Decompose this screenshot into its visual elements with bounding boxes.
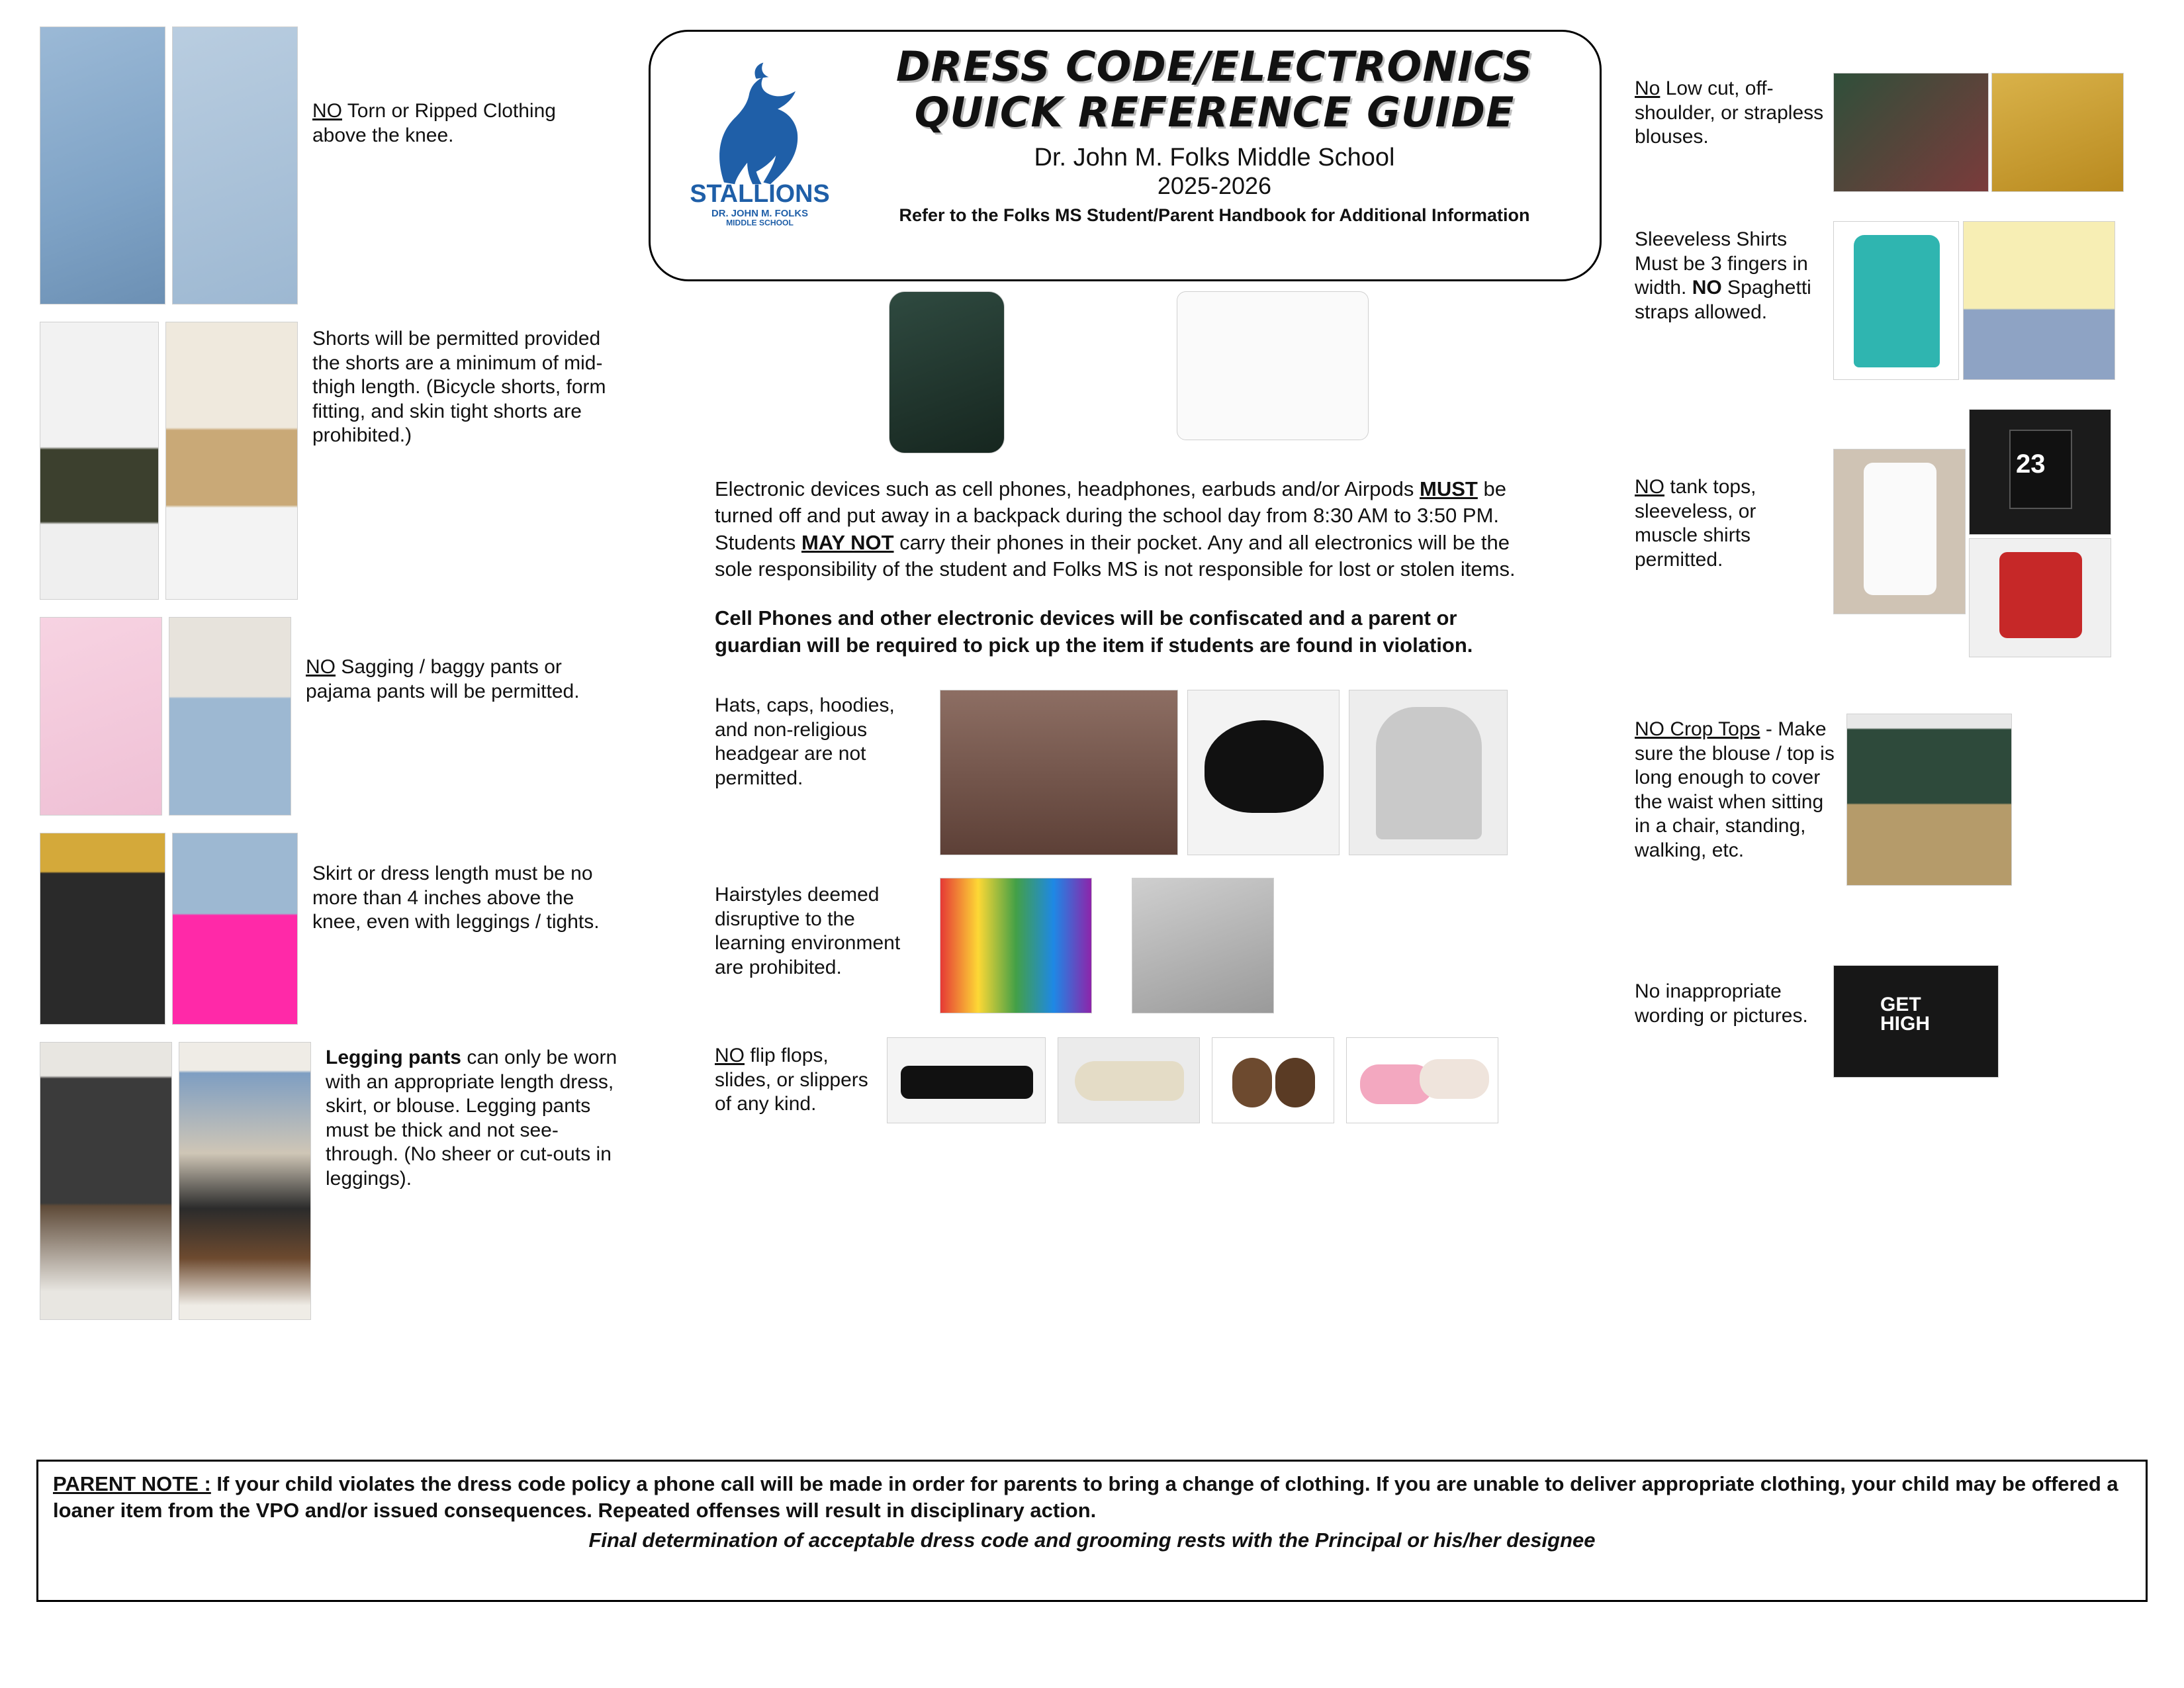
rule-images — [1846, 714, 2012, 886]
svg-text:STALLIONS: STALLIONS — [690, 180, 830, 209]
rule-prefix2: NO — [1692, 277, 1722, 299]
ripped-boyfriend-jeans-photo — [172, 26, 298, 305]
rainbow-mohawk-photo — [940, 878, 1092, 1013]
rule-images — [40, 833, 298, 1025]
rule-inappropriate-wording — [1635, 965, 2158, 1078]
rule-images — [40, 1042, 311, 1320]
right-column — [1635, 73, 2158, 1094]
ripped-skinny-jeans-photo — [40, 26, 165, 305]
short-skirt-pink-tights-photo — [172, 833, 298, 1025]
rule-text: Low cut, off-shoulder, or strapless blouses. — [1635, 77, 1824, 148]
mustard-wrap-top-photo — [1991, 73, 2124, 192]
electronics-images — [715, 291, 1542, 453]
footwear-prefix: NO — [715, 1045, 745, 1066]
red-muscle-shirt-photo — [1969, 538, 2111, 657]
headgear-text: Hats, caps, hoodies, and non-religious headgear are not permitted. — [715, 694, 895, 789]
final-determination-text: Final determination of acceptable dress code and grooming rests with the Principal or his/her designee — [588, 1528, 1596, 1552]
rule-headgear — [715, 690, 1542, 855]
rule-text: can only be worn with an appropriate length dress, skirt, or blouse. Legging pants must be thick and not see-through. (No sheer or cut-outs in leggings). — [326, 1047, 617, 1190]
rule-legging-pants — [40, 1042, 675, 1320]
stallions-logo — [670, 48, 849, 227]
rule-sleeveless-shirts — [1635, 221, 2158, 380]
rule-footwear — [715, 1037, 1542, 1123]
carved-hair-design-photo — [1132, 878, 1274, 1013]
parent-note-label: PARENT NOTE : — [53, 1472, 211, 1495]
svg-text:DR. JOHN M. FOLKS: DR. JOHN M. FOLKS — [711, 208, 808, 219]
rule-images — [40, 322, 298, 600]
rule-prefix: NO — [312, 100, 342, 122]
parent-note-text: If your child violates the dress code policy a phone call will be made in order for parents to bring a change of clothing. If you are unable to deliver appropriate clothing, your child may be offered a loaner item from the VPO and/or issued consequences. Repeated offenses will result in disciplinary action. — [53, 1472, 2118, 1522]
rule-text: Sleeveless Shirts Must be 3 fingers in width. — [1635, 228, 1808, 299]
left-column — [40, 26, 675, 1336]
middle-column — [715, 291, 1542, 1139]
may-not-emphasis: MAY NOT — [801, 530, 894, 554]
parent-note-paragraph — [53, 1471, 2131, 1523]
rule-images — [1833, 221, 2115, 380]
rule-tank-tops — [1635, 409, 2158, 621]
airpods-case-photo — [1177, 291, 1369, 440]
handbook-reference: Refer to the Folks MS Student/Parent Handbook for Additional Information — [899, 205, 1530, 225]
rule-images — [40, 26, 298, 305]
sagging-jeans-photo — [169, 617, 291, 816]
rule-prefix: NO — [306, 656, 336, 678]
yellow-camisole-photo — [1963, 221, 2115, 380]
rule-prefix: NO — [1635, 476, 1664, 498]
must-emphasis: MUST — [1420, 477, 1478, 500]
rule-images — [1833, 965, 1999, 1078]
white-tank-top-photo — [1833, 449, 1966, 614]
headgear-images — [940, 690, 1508, 855]
denim-shirt-leggings-boots-photo — [179, 1042, 311, 1320]
rule-shorts-length — [40, 322, 675, 600]
header-banner — [649, 30, 1602, 281]
hairstyles-text: Hairstyles deemed disruptive to the learning environment are prohibited. — [715, 884, 901, 978]
off-shoulder-floral-top-photo — [1833, 73, 1989, 192]
hairstyle-images — [940, 878, 1274, 1013]
footwear-text: flip flops, slides, or slippers of any kind. — [715, 1045, 868, 1115]
pink-slippers-photo — [1346, 1037, 1498, 1123]
foam-slide-photo — [1058, 1037, 1200, 1123]
girl-bermuda-shorts-photo — [40, 322, 159, 600]
school-year: 2025-2026 — [1157, 171, 1272, 199]
rule-sagging-pajama — [40, 617, 675, 816]
rule-crop-tops — [1635, 714, 2158, 886]
parent-note-box — [36, 1460, 2148, 1602]
get-high-tshirt-photo: GET HIGH — [1833, 965, 1999, 1078]
svg-text:MIDDLE SCHOOL: MIDDLE SCHOOL — [726, 218, 794, 227]
boy-khaki-shorts-photo — [165, 322, 298, 600]
long-cardigan-leggings-photo — [40, 1042, 172, 1320]
rule-text: tank tops, sleeveless, or muscle shirts permitted. — [1635, 476, 1756, 571]
flyer-title-line2: QUICK REFERENCE GUIDE — [914, 88, 1515, 137]
electronics-policy-text — [715, 476, 1542, 583]
electronics-text-part3: carry their phones in their pocket. Any and all electronics will be the sole responsibility of the student and Folks MS is not responsible for lost or stolen items. — [715, 530, 1516, 581]
rule-text: Shorts will be permitted provided the shorts are a minimum of mid-thigh length. (Bicycle shorts, form fitting, and skin tight shorts are prohibited.) — [312, 328, 606, 447]
friends-wearing-caps-photo — [940, 690, 1178, 855]
rule-images — [40, 617, 291, 816]
rule-text: - Make sure the blouse / top is long enough to cover the waist when sitting in a chair, standing, walking, etc. — [1635, 718, 1835, 861]
rule-prefix: NO Crop Tops — [1635, 718, 1760, 740]
rule-prefix: No — [1635, 77, 1661, 99]
grey-hoodie-photo — [1349, 690, 1508, 855]
rule-prefix: Legging pants — [326, 1047, 461, 1068]
black-denim-skirt-photo — [40, 833, 165, 1025]
electronics-text-part2: be turned off and put away in a backpack during the school day from 8:30 AM to 3:50 PM. Students — [715, 477, 1506, 554]
jordan-23-jersey-photo: 23 — [1969, 409, 2111, 535]
rule-text2: Spaghetti straps allowed. — [1635, 277, 1811, 323]
rule-low-cut-blouses — [1635, 73, 2158, 192]
adidas-slides-photo — [887, 1037, 1046, 1123]
rule-text: Sagging / baggy pants or pajama pants will be permitted. — [306, 656, 580, 702]
electronics-text-part1: Electronic devices such as cell phones, headphones, earbuds and/or Airpods — [715, 477, 1420, 500]
flyer-title-line1: DRESS CODE/ELECTRONICS — [895, 42, 1533, 91]
rule-text: No inappropriate wording or pictures. — [1635, 980, 1808, 1027]
school-name: Dr. John M. Folks Middle School — [1034, 143, 1395, 171]
rule-images — [1833, 409, 2138, 621]
brown-flip-flops-photo — [1212, 1037, 1334, 1123]
footwear-images — [887, 1037, 1498, 1123]
rule-torn-ripped — [40, 26, 675, 305]
rule-text: Skirt or dress length must be no more than 4 inches above the knee, even with leggings / tights. — [312, 863, 600, 933]
rule-images — [1833, 73, 2124, 192]
confiscation-policy-text: Cell Phones and other electronic devices will be confiscated and a parent or guardian will be required to pick up the item if students are found in violation. — [715, 606, 1473, 657]
rule-text: Torn or Ripped Clothing above the knee. — [312, 100, 556, 146]
rule-hairstyles — [715, 878, 1542, 1013]
rule-skirt-length — [40, 833, 675, 1025]
teal-tank-top-photo — [1833, 221, 1959, 380]
pink-pajama-pants-photo — [40, 617, 162, 816]
cell-phone-photo — [889, 291, 1005, 453]
green-crop-top-photo — [1846, 714, 2012, 886]
black-durag-photo — [1187, 690, 1340, 855]
